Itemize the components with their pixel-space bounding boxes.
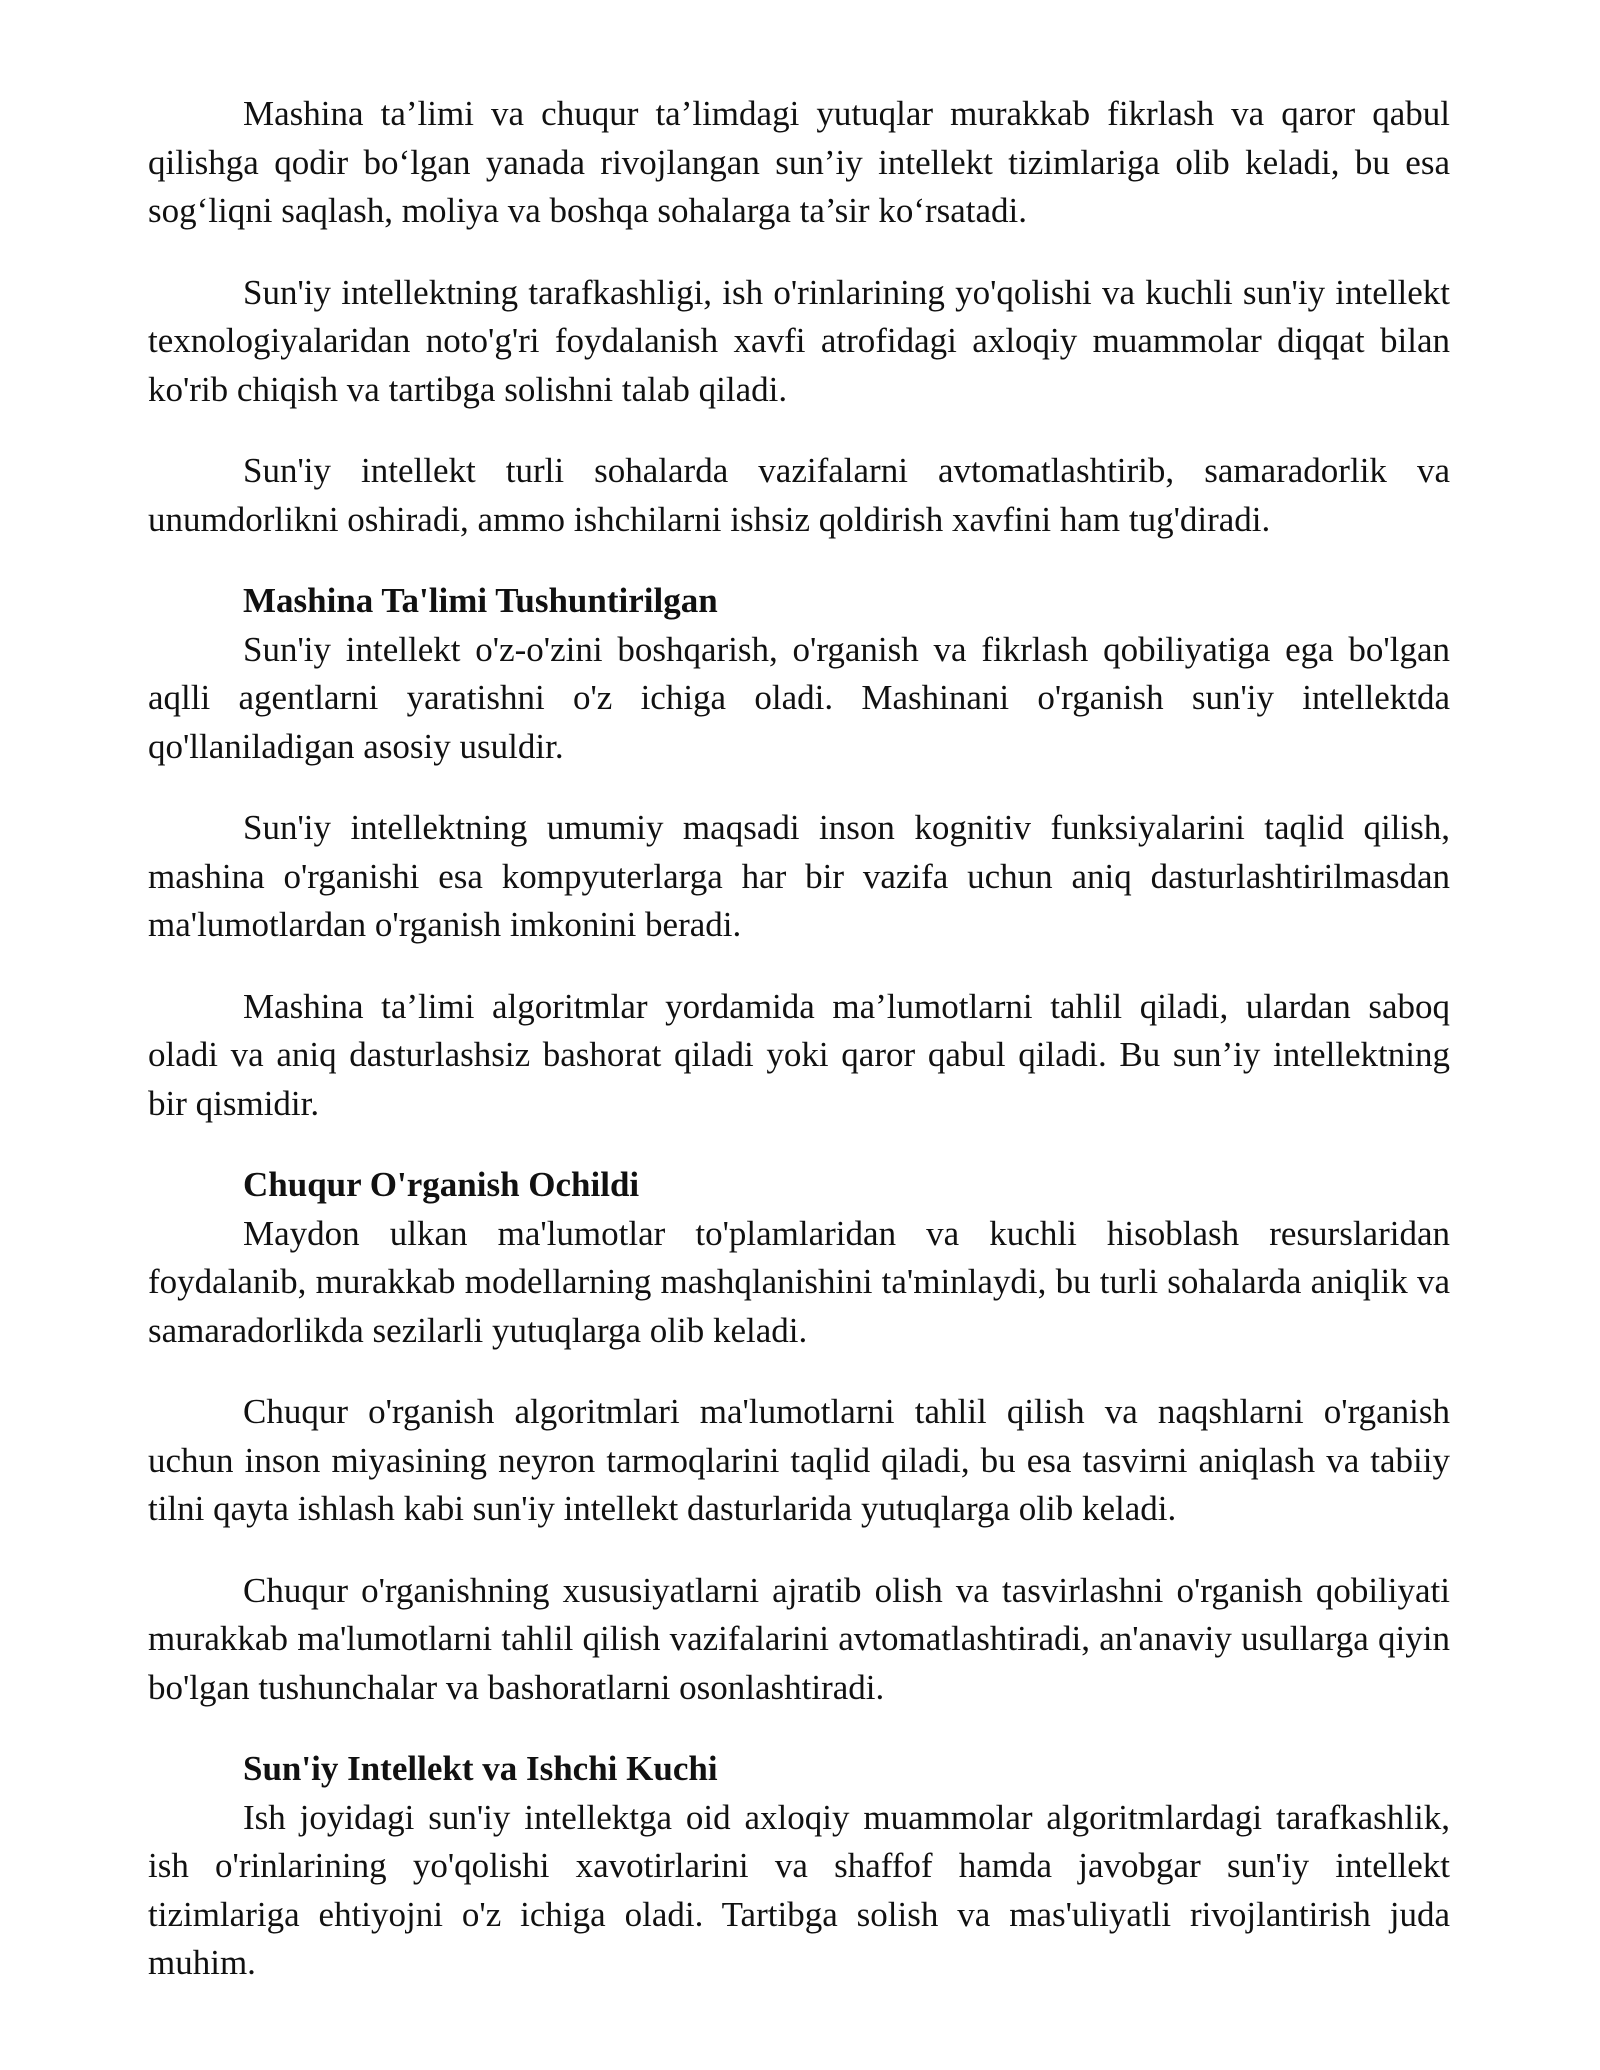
document-body (148, 90, 1450, 2021)
paragraph: Chuqur o'rganish algoritmlari ma'lumotlarni tahlil qilish va naqshlarni o'rganish uchun inson miyasining neyron tarmoqlarini taqlid qiladi, bu esa tasvirni aniqlash va tabiiy tilni qayta ishlash kabi sun'iy intellekt dasturlarida yutuqlarga olib keladi. (148, 1392, 1450, 1528)
section-heading: Sun'iy Intellekt va Ishchi Kuchi (243, 1749, 718, 1788)
paragraph: Mashina ta’limi algoritmlar yordamida ma’lumotlarni tahlil qiladi, ulardan saboq oladi va aniq dasturlashsiz bashorat qiladi yoki qaror qabul qiladi. Bu sun’iy intellektning bir qismidir. (148, 986, 1450, 1123)
section-heading: Mashina Ta'limi Tushuntirilgan (243, 581, 718, 620)
paragraph: Sun'iy intellekt turli sohalarda vazifalarni avtomatlashtirib, samaradorlik va unumdorlikni oshiradi, ammo ishchilarni ishsiz qoldirish xavfini ham tug'diradi. (148, 451, 1450, 539)
paragraph: Chuqur o'rganishning xususiyatlarni ajratib olish va tasvirlashni o'rganish qobiliyati murakkab ma'lumotlarni tahlil qilish vazifalarini avtomatlashtiradi, an'anaviy usullarga qiyin bo'lgan tushunchalar va bashoratlarni osonlashtiradi. (148, 1570, 1450, 1707)
paragraph: Sun'iy intellektning tarafkashligi, ish o'rinlarining yo'qolishi va kuchli sun'iy intellekt texnologiyalaridan noto'g'ri foydalanish xavfi atrofidagi axloqiy muammolar diqqat bilan ko'rib chiqish va tartibga solishni talab qiladi. (148, 272, 1450, 409)
paragraph: Maydon ulkan ma'lumotlar to'plamlaridan va kuchli hisoblash resurslaridan foydalanib, murakkab modellarning mashqlanishini ta'minlaydi, bu turli sohalarda aniqlik va samaradorlikda sezilarli yutuqlarga olib keladi. (148, 1213, 1450, 1350)
paragraph: Ish joyidagi sun'iy intellektga oid axloqiy muammolar algoritmlardagi tarafkashlik, ish o'rinlarining yo'qolishi xavotirlarini va shaffof hamda javobgar sun'iy intellekt tizimlariga ehtiyojni o'z ichiga oladi. Tartibga solish va mas'uliyatli rivojlantirish juda muhim. (148, 1797, 1450, 1982)
paragraph: Sun'iy intellekt o'z-o'zini boshqarish, o'rganish va fikrlash qobiliyatiga ega bo'lgan aqlli agentlarni yaratishni o'z ichiga oladi. Mashinani o'rganish sun'iy intellektda qo'llaniladigan asosiy usuldir. (148, 629, 1450, 766)
paragraph: Sun'iy intellektning umumiy maqsadi inson kognitiv funksiyalarini taqlid qilish, mashina o'rganishi esa kompyuterlarga har bir vazifa uchun aniq dasturlashtirilmasdan ma'lumotlardan o'rganish imkonini beradi. (148, 808, 1450, 944)
paragraph: Mashina ta’limi va chuqur ta’limdagi yutuqlar murakkab fikrlash va qaror qabul qilishga qodir bo‘lgan yanada rivojlangan sun’iy intellekt tizimlariga olib keladi, bu esa sog‘liqni saqlash, moliya va boshqa sohalarga ta’sir ko‘rsatadi. (148, 94, 1450, 230)
section-heading: Chuqur O'rganish Ochildi (243, 1165, 640, 1204)
